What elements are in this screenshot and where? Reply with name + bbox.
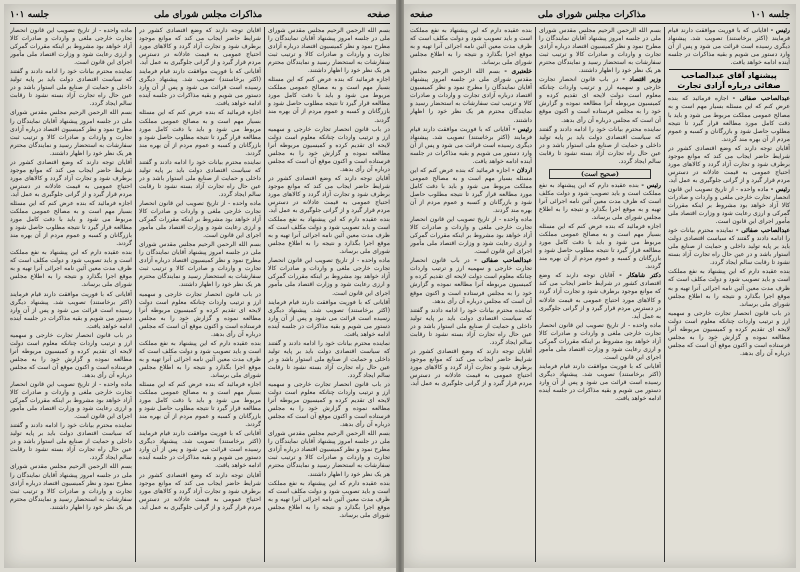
paragraph: نماینده محترم بیانات خود را ادامه دادند و گفتند که سیاست اقتصادی دولت باید بر پایه تولید داخلی و حمایت از صنایع ملی استوار باشد و در عین حال راه تجارت آزاد بسته نشود تا رقابت سالم ایجاد گردد. xyxy=(410,306,532,346)
speaker-line xyxy=(410,257,532,305)
paragraph: ماده واحده - از تاریخ تصویب این قانون انحصار تجارت خارجی ملغی و واردات و صادرات کالا آزاد خواهد بود مشروط بر اینکه مقررات گمرکی و ارزی رعایت شود و وزارت اقتصاد ملی مأمور اجرای این قانون است. xyxy=(139,199,261,240)
speaker-line xyxy=(668,95,790,143)
paragraph: آقایان توجه دارند که وضع اقتصادی کشور در شرایط حاضر ایجاب می کند که موانع موجود برطرف شود و تجارت آزاد گردد و کالاهای مورد احتیاج عمومی به قیمت عادلانه در دسترس مردم قرار گیرد و از گرانی جلوگیری به عمل آید. xyxy=(10,158,132,198)
text-column xyxy=(139,27,261,562)
paragraph: ماده واحده - از تاریخ تصویب این قانون انحصار تجارت خارجی ملغی و واردات و صادرات کالا آزاد خواهد بود مشروط بر اینکه مقررات گمرکی و ارزی رعایت شود و وزارت اقتصاد ملی مأمور اجرای این قانون است. xyxy=(410,216,532,256)
paragraph: ماده واحده - از تاریخ تصویب این قانون انحصار تجارت خارجی ملغی و واردات و صادرات کالا آزاد خواهد بود مشروط بر اینکه مقررات گمرکی و ارزی رعایت شود و وزارت اقتصاد ملی مأمور اجرای این قانون است. xyxy=(668,185,790,226)
speaker-name: عبدالصاحب صفائی - xyxy=(474,257,532,265)
paragraph: بنده عقیده دارم که این پیشنهاد به نفع مملکت است و باید تصویب شود و دولت مکلف است که ظرف مدت معین آئین نامه اجرائی آنرا تهیه و به موقع اجرا بگذارد و نتیجه را به اطلاع مجلس شورای ملی برساند. xyxy=(139,339,261,379)
paragraph: نماینده محترم بیانات خود را ادامه دادند و گفتند که سیاست اقتصادی دولت باید بر پایه تولید داخلی و حمایت از صنایع ملی استوار باشد و در عین حال راه تجارت آزاد بسته نشود تا رقابت سالم ایجاد گردد. xyxy=(10,422,132,462)
paragraph: آقایان توجه دارند که وضع اقتصادی کشور در شرایط حاضر ایجاب می کند که موانع موجود برطرف شود و تجارت آزاد گردد و کالاهای مورد احتیاج عمومی به قیمت عادلانه در دسترس مردم قرار گیرد و از گرانی جلوگیری به عمل آید. xyxy=(139,471,261,511)
paragraph: بنده عقیده دارم که این پیشنهاد به نفع مملکت است و باید تصویب شود و دولت مکلف است که ظرف مدت معین آئین نامه اجرائی آنرا تهیه و به موقع اجرا بگذارد و نتیجه را به اطلاع مجلس شورای ملی برساند. xyxy=(539,181,661,222)
paragraph: آقایانی که با فوریت موافقت دارند قیام فرمایند (اکثر برخاستند) تصویب شد. پیشنهاد دیگری رسیده است قرائت می شود و پس از آن وارد دستور می شویم و بقیه مذاکرات در جلسه آینده ادامه خواهد یافت. xyxy=(10,290,132,330)
speaker-line xyxy=(539,76,661,124)
left-page-columns xyxy=(10,27,390,562)
paragraph: در باب قانون انحصار تجارت خارجی و سهمیه ارز و ترتیب واردات چنانکه معلوم است دولت لایحه ای تقدیم کرده و کمیسیون مربوطه آنرا مطالعه نموده و گزارش خود را به مجلس فرستاده است و اکنون موقع آن است که مجلس درباره آن رأی بدهد. xyxy=(668,309,790,357)
paragraph: آقایانی که با فوریت موافقت دارند قیام فرمایند (اکثر برخاستند) تصویب شد. پیشنهاد دیگری رسیده است قرائت می شود و پس از آن وارد دستور می شویم و بقیه مذاکرات در جلسه آینده ادامه خواهد یافت. xyxy=(139,68,261,108)
paragraph: آقایانی که با فوریت موافقت دارند قیام فرمایند (اکثر برخاستند) تصویب شد. پیشنهاد دیگری رسیده است قرائت می شود و پس از آن وارد دستور می شویم و بقیه مذاکرات در جلسه آینده ادامه خواهد یافت. xyxy=(668,27,790,67)
paragraph: در باب قانون انحصار تجارت خارجی و سهمیه ارز و ترتیب واردات چنانکه معلوم است دولت لایحه ای تقدیم کرده و کمیسیون مربوطه آنرا مطالعه نموده و گزارش خود را به مجلس فرستاده است و اکنون موقع آن است که مجلس درباره آن رأی بدهد. xyxy=(268,125,390,173)
text-column xyxy=(410,27,532,562)
speaker-name: رئیس - xyxy=(770,27,790,34)
paragraph: آقایانی که با فوریت موافقت دارند قیام فرمایند (اکثر برخاستند) تصویب شد. پیشنهاد دیگری رسیده است قرائت می شود و پس از آن وارد دستور می شویم و بقیه مذاکرات در جلسه آینده ادامه خواهد یافت. xyxy=(139,430,261,470)
paragraph: ماده واحده - از تاریخ تصویب این قانون انحصار تجارت خارجی ملغی و واردات و صادرات کالا آزاد خواهد بود مشروط بر اینکه مقررات گمرکی و ارزی رعایت شود و وزارت اقتصاد ملی مأمور اجرای این قانون است. xyxy=(539,321,661,361)
paragraph: نماینده محترم بیانات خود را ادامه دادند و گفتند که سیاست اقتصادی دولت باید بر پایه تولید داخلی و حمایت از صنایع ملی استوار باشد و در عین حال راه تجارت آزاد بسته نشود تا رقابت سالم ایجاد گردد. xyxy=(10,68,132,108)
speaker-name: رئیس - xyxy=(641,181,661,189)
paragraph: بسم الله الرحمن الرحیم مجلس مقدس شورای ملی در جلسه امروز پیشنهاد آقایان نمایندگان را مطرح نمود و نظر کمیسیون اقتصاد درباره آزادی تجارت و واردات و صادرات کالا و ترتیب ثبت سفارشات به استحضار رسید و نمایندگان محترم هر یک نظر خود را اظهار داشتند. xyxy=(410,68,532,124)
paragraph: بسم الله الرحمن الرحیم مجلس مقدس شورای ملی در جلسه امروز پیشنهاد آقایان نمایندگان را مطرح نمود و نظر کمیسیون اقتصاد درباره آزادی تجارت و واردات و صادرات کالا و ترتیب ثبت سفارشات به استحضار رسید و نمایندگان محترم هر یک نظر خود را اظهار داشتند. xyxy=(539,27,661,75)
header-rule xyxy=(410,23,790,24)
text-column xyxy=(10,27,132,562)
speaker-line xyxy=(539,272,661,320)
speaker-name: عبدالصاحب صفائی - xyxy=(735,227,790,235)
session-number: جلسه ۱۰۱ xyxy=(750,10,790,20)
paragraph: بسم الله الرحمن الرحیم مجلس مقدس شورای ملی در جلسه امروز پیشنهاد آقایان نمایندگان را مطرح نمود و نظر کمیسیون اقتصاد درباره آزادی تجارت و واردات و صادرات کالا و ترتیب ثبت سفارشات به استحضار رسید و نمایندگان محترم هر یک نظر خود را اظهار داشتند. xyxy=(10,109,132,157)
paragraph: بنده عقیده دارم که این پیشنهاد به نفع مملکت است و باید تصویب شود و دولت مکلف است که ظرف مدت معین آئین نامه اجرائی آنرا تهیه و به موقع اجرا بگذارد و نتیجه را به اطلاع مجلس شورای ملی برساند. xyxy=(668,268,790,308)
speaker-line xyxy=(668,27,790,67)
left-page xyxy=(4,4,396,568)
paragraph: آقایان توجه دارند که وضع اقتصادی کشور در شرایط حاضر ایجاب می کند که موانع موجود برطرف شود و تجارت آزاد گردد و کالاهای مورد احتیاج عمومی به قیمت عادلانه در دسترس مردم قرار گیرد و از گرانی جلوگیری به عمل آید. xyxy=(668,144,790,184)
speaker-line xyxy=(410,68,532,124)
speaker-name: عبدالصاحب صفائی - xyxy=(732,95,790,103)
paragraph: آقایانی که با فوریت موافقت دارند قیام فرمایند (اکثر برخاستند) تصویب شد. پیشنهاد دیگری رسیده است قرائت می شود و پس از آن وارد دستور می شویم و بقیه مذاکرات در جلسه آینده ادامه خواهد یافت. xyxy=(268,298,390,338)
speaker-name: دکتر شاهکار - xyxy=(619,272,661,280)
paragraph: اجازه فرمائید که بنده عرض کنم که این مسئله بسیار مهم است و به مصالح عمومی مملکت مربوط می شود و باید با دقت کامل مورد مطالعه قرار گیرد تا نتیجه مطلوب حاصل شود و بازرگانان و کسبه و عموم مردم از آن بهره مند گردند. xyxy=(268,76,390,124)
speaker-line xyxy=(668,227,790,267)
column-rule xyxy=(535,27,536,562)
paragraph: در باب قانون انحصار تجارت خارجی و سهمیه ارز و ترتیب واردات چنانکه معلوم است دولت لایحه ای تقدیم کرده و کمیسیون مربوطه آنرا مطالعه نموده و گزارش خود را به مجلس فرستاده است و اکنون موقع آن است که مجلس درباره آن رأی بدهد. xyxy=(539,76,661,124)
paragraph: در باب قانون انحصار تجارت خارجی و سهمیه ارز و ترتیب واردات چنانکه معلوم است دولت لایحه ای تقدیم کرده و کمیسیون مربوطه آنرا مطالعه نموده و گزارش خود را به مجلس فرستاده است و اکنون موقع آن است که مجلس درباره آن رأی بدهد. xyxy=(139,290,261,338)
paragraph: بنده عقیده دارم که این پیشنهاد به نفع مملکت است و باید تصویب شود و دولت مکلف است که ظرف مدت معین آئین نامه اجرائی آنرا تهیه و به موقع اجرا بگذارد و نتیجه را به اطلاع مجلس شورای ملی برساند. xyxy=(410,27,532,67)
paragraph: آقایانی که با فوریت موافقت دارند قیام فرمایند (اکثر برخاستند) تصویب شد. پیشنهاد دیگری رسیده است قرائت می شود و پس از آن وارد دستور می شویم و بقیه مذاکرات در جلسه آینده ادامه خواهد یافت. xyxy=(410,125,532,165)
speaker-name: اردلان - xyxy=(511,166,532,174)
speaker-name: وزیر اقتصاد - xyxy=(622,76,661,84)
paragraph: بنده عقیده دارم که این پیشنهاد به نفع مملکت است و باید تصویب شود و دولت مکلف است که ظرف مدت معین آئین نامه اجرائی آنرا تهیه و به موقع اجرا بگذارد و نتیجه را به اطلاع مجلس شورای ملی برساند. xyxy=(268,479,390,519)
paragraph: در باب قانون انحصار تجارت خارجی و سهمیه ارز و ترتیب واردات چنانکه معلوم است دولت لایحه ای تقدیم کرده و کمیسیون مربوطه آنرا مطالعه نموده و گزارش خود را به مجلس فرستاده است و اکنون موقع آن است که مجلس درباره آن رأی بدهد. xyxy=(10,331,132,379)
speaker-name: رئیس - xyxy=(770,185,790,193)
paragraph: ماده واحده - از تاریخ تصویب این قانون انحصار تجارت خارجی ملغی و واردات و صادرات کالا آزاد خواهد بود مشروط بر اینکه مقررات گمرکی و ارزی رعایت شود و وزارت اقتصاد ملی مأمور اجرای این قانون است. xyxy=(10,381,132,421)
speaker-line xyxy=(410,167,532,215)
section-heading: پیشنهاد آقای عبدالصاحب صفائی درباره آزادی تجارت xyxy=(669,69,789,92)
boxed-note: (صحیح است) xyxy=(549,169,651,179)
paragraph: ماده واحده - از تاریخ تصویب این قانون انحصار تجارت خارجی ملغی و واردات و صادرات کالا آزاد خواهد بود مشروط بر اینکه مقررات گمرکی و ارزی رعایت شود و وزارت اقتصاد ملی مأمور اجرای این قانون است. xyxy=(268,257,390,297)
paragraph: اجازه فرمائید که بنده عرض کنم که این مسئله بسیار مهم است و به مصالح عمومی مملکت مربوط می شود و باید با دقت کامل مورد مطالعه قرار گیرد تا نتیجه مطلوب حاصل شود و بازرگانان و کسبه و عموم مردم از آن بهره مند گردند. xyxy=(539,223,661,271)
paragraph: آقایانی که با فوریت موافقت دارند قیام فرمایند (اکثر برخاستند) تصویب شد. پیشنهاد دیگری رسیده است قرائت می شود و پس از آن وارد دستور می شویم و بقیه مذاکرات در جلسه آینده ادامه خواهد یافت. xyxy=(539,362,661,403)
paragraph: ماده واحده - از تاریخ تصویب این قانون انحصار تجارت خارجی ملغی و واردات و صادرات کالا آزاد خواهد بود مشروط بر اینکه مقررات گمرکی و ارزی رعایت شود و وزارت اقتصاد ملی مأمور اجرای این قانون است. xyxy=(10,27,132,67)
paragraph: اجازه فرمائید که بنده عرض کنم که این مسئله بسیار مهم است و به مصالح عمومی مملکت مربوط می شود و باید با دقت کامل مورد مطالعه قرار گیرد تا نتیجه مطلوب حاصل شود و بازرگانان و کسبه و عموم مردم از آن بهره مند گردند. xyxy=(10,199,132,248)
paragraph: آقایان توجه دارند که وضع اقتصادی کشور در شرایط حاضر ایجاب می کند که موانع موجود برطرف شود و تجارت آزاد گردد و کالاهای مورد احتیاج عمومی به قیمت عادلانه در دسترس مردم قرار گیرد و از گرانی جلوگیری به عمل آید. xyxy=(268,174,390,215)
book-gutter xyxy=(396,0,404,572)
paragraph: اجازه فرمائید که بنده عرض کنم که این مسئله بسیار مهم است و به مصالح عمومی مملکت مربوط می شود و باید با دقت کامل مورد مطالعه قرار گیرد تا نتیجه مطلوب حاصل شود و بازرگانان و کسبه و عموم مردم از آن بهره مند گردند. xyxy=(410,166,532,215)
paragraph: بسم الله الرحمن الرحیم مجلس مقدس شورای ملی در جلسه امروز پیشنهاد آقایان نمایندگان را مطرح نمود و نظر کمیسیون اقتصاد درباره آزادی تجارت و واردات و صادرات کالا و ترتیب ثبت سفارشات به استحضار رسید و نمایندگان محترم هر یک نظر خود را اظهار داشتند. xyxy=(268,430,390,478)
right-page-columns xyxy=(410,27,790,562)
speaker-line xyxy=(668,186,790,226)
paragraph: بنده عقیده دارم که این پیشنهاد به نفع مملکت است و باید تصویب شود و دولت مکلف است که ظرف مدت معین آئین نامه اجرائی آنرا تهیه و به موقع اجرا بگذارد و نتیجه را به اطلاع مجلس شورای ملی برساند. xyxy=(10,249,132,289)
newspaper-title: مذاکرات مجلس شورای ملی xyxy=(537,10,646,20)
page-label: صفحه xyxy=(367,10,390,20)
text-column xyxy=(268,27,390,562)
session-number: جلسه ۱۰۱ xyxy=(10,10,50,20)
paragraph: بسم الله الرحمن الرحیم مجلس مقدس شورای ملی در جلسه امروز پیشنهاد آقایان نمایندگان را مطرح نمود و نظر کمیسیون اقتصاد درباره آزادی تجارت و واردات و صادرات کالا و ترتیب ثبت سفارشات به استحضار رسید و نمایندگان محترم هر یک نظر خود را اظهار داشتند. xyxy=(10,463,132,511)
paragraph: اجازه فرمائید که بنده عرض کنم که این مسئله بسیار مهم است و به مصالح عمومی مملکت مربوط می شود و باید با دقت کامل مورد مطالعه قرار گیرد تا نتیجه مطلوب حاصل شود و بازرگانان و کسبه و عموم مردم از آن بهره مند گردند. xyxy=(139,109,261,157)
paragraph: نماینده محترم بیانات خود را ادامه دادند و گفتند که سیاست اقتصادی دولت باید بر پایه تولید داخلی و حمایت از صنایع ملی استوار باشد و در عین حال راه تجارت آزاد بسته نشود تا رقابت سالم ایجاد گردد. xyxy=(139,158,261,198)
speaker-name: خلعتبری - xyxy=(504,68,532,76)
speaker-line xyxy=(410,126,532,166)
text-column xyxy=(539,27,661,562)
column-rule xyxy=(135,27,136,562)
header-rule xyxy=(10,23,390,24)
paragraph: آقایان توجه دارند که وضع اقتصادی کشور در شرایط حاضر ایجاب می کند که موانع موجود برطرف شود و تجارت آزاد گردد و کالاهای مورد احتیاج عمومی به قیمت عادلانه در دسترس مردم قرار گیرد و از گرانی جلوگیری به عمل آید. xyxy=(539,272,661,320)
right-page xyxy=(404,4,796,568)
text-column xyxy=(668,27,790,562)
paragraph: در باب قانون انحصار تجارت خارجی و سهمیه ارز و ترتیب واردات چنانکه معلوم است دولت لایحه ای تقدیم کرده و کمیسیون مربوطه آنرا مطالعه نموده و گزارش خود را به مجلس فرستاده است و اکنون موقع آن است که مجلس درباره آن رأی بدهد. xyxy=(268,381,390,429)
column-rule xyxy=(264,27,265,562)
paragraph: آقایان توجه دارند که وضع اقتصادی کشور در شرایط حاضر ایجاب می کند که موانع موجود برطرف شود و تجارت آزاد گردد و کالاهای مورد احتیاج عمومی به قیمت عادلانه در دسترس مردم قرار گیرد و از گرانی جلوگیری به عمل آید. xyxy=(139,27,261,67)
paragraph: آقایان توجه دارند که وضع اقتصادی کشور در شرایط حاضر ایجاب می کند که موانع موجود برطرف شود و تجارت آزاد گردد و کالاهای مورد احتیاج عمومی به قیمت عادلانه در دسترس مردم قرار گیرد و از گرانی جلوگیری به عمل آید. xyxy=(410,347,532,388)
paragraph: بسم الله الرحمن الرحیم مجلس مقدس شورای ملی در جلسه امروز پیشنهاد آقایان نمایندگان را مطرح نمود و نظر کمیسیون اقتصاد درباره آزادی تجارت و واردات و صادرات کالا و ترتیب ثبت سفارشات به استحضار رسید و نمایندگان محترم هر یک نظر خود را اظهار داشتند. xyxy=(268,27,390,75)
paragraph: بسم الله الرحمن الرحیم مجلس مقدس شورای ملی در جلسه امروز پیشنهاد آقایان نمایندگان را مطرح نمود و نظر کمیسیون اقتصاد درباره آزادی تجارت و واردات و صادرات کالا و ترتیب ثبت سفارشات به استحضار رسید و نمایندگان محترم هر یک نظر خود را اظهار داشتند. xyxy=(139,241,261,289)
paragraph: نماینده محترم بیانات خود را ادامه دادند و گفتند که سیاست اقتصادی دولت باید بر پایه تولید داخلی و حمایت از صنایع ملی استوار باشد و در عین حال راه تجارت آزاد بسته نشود تا رقابت سالم ایجاد گردد. xyxy=(539,125,661,165)
paragraph: نماینده محترم بیانات خود را ادامه دادند و گفتند که سیاست اقتصادی دولت باید بر پایه تولید داخلی و حمایت از صنایع ملی استوار باشد و در عین حال راه تجارت آزاد بسته نشود تا رقابت سالم ایجاد گردد. xyxy=(668,227,790,267)
column-rule xyxy=(664,27,665,562)
paragraph: نماینده محترم بیانات خود را ادامه دادند و گفتند که سیاست اقتصادی دولت باید بر پایه تولید داخلی و حمایت از صنایع ملی استوار باشد و در عین حال راه تجارت آزاد بسته نشود تا رقابت سالم ایجاد گردد. xyxy=(268,339,390,379)
paragraph: اجازه فرمائید که بنده عرض کنم که این مسئله بسیار مهم است و به مصالح عمومی مملکت مربوط می شود و باید با دقت کامل مورد مطالعه قرار گیرد تا نتیجه مطلوب حاصل شود و بازرگانان و کسبه و عموم مردم از آن بهره مند گردند. xyxy=(668,95,790,143)
paragraph: بنده عقیده دارم که این پیشنهاد به نفع مملکت است و باید تصویب شود و دولت مکلف است که ظرف مدت معین آئین نامه اجرائی آنرا تهیه و به موقع اجرا بگذارد و نتیجه را به اطلاع مجلس شورای ملی برساند. xyxy=(268,216,390,256)
speaker-name: رئیس - xyxy=(512,125,532,133)
right-page-header xyxy=(410,8,790,22)
left-page-header xyxy=(10,8,390,22)
speaker-line xyxy=(539,182,661,222)
newspaper-title: مذاکرات مجلس شورای ملی xyxy=(154,10,263,20)
page-label: صفحه xyxy=(410,10,433,20)
paragraph: در باب قانون انحصار تجارت خارجی و سهمیه ارز و ترتیب واردات چنانکه معلوم است دولت لایحه ای تقدیم کرده و کمیسیون مربوطه آنرا مطالعه نموده و گزارش خود را به مجلس فرستاده است و اکنون موقع آن است که مجلس درباره آن رأی بدهد. xyxy=(410,257,532,305)
paragraph: اجازه فرمائید که بنده عرض کنم که این مسئله بسیار مهم است و به مصالح عمومی مملکت مربوط می شود و باید با دقت کامل مورد مطالعه قرار گیرد تا نتیجه مطلوب حاصل شود و بازرگانان و کسبه و عموم مردم از آن بهره مند گردند. xyxy=(139,381,261,429)
